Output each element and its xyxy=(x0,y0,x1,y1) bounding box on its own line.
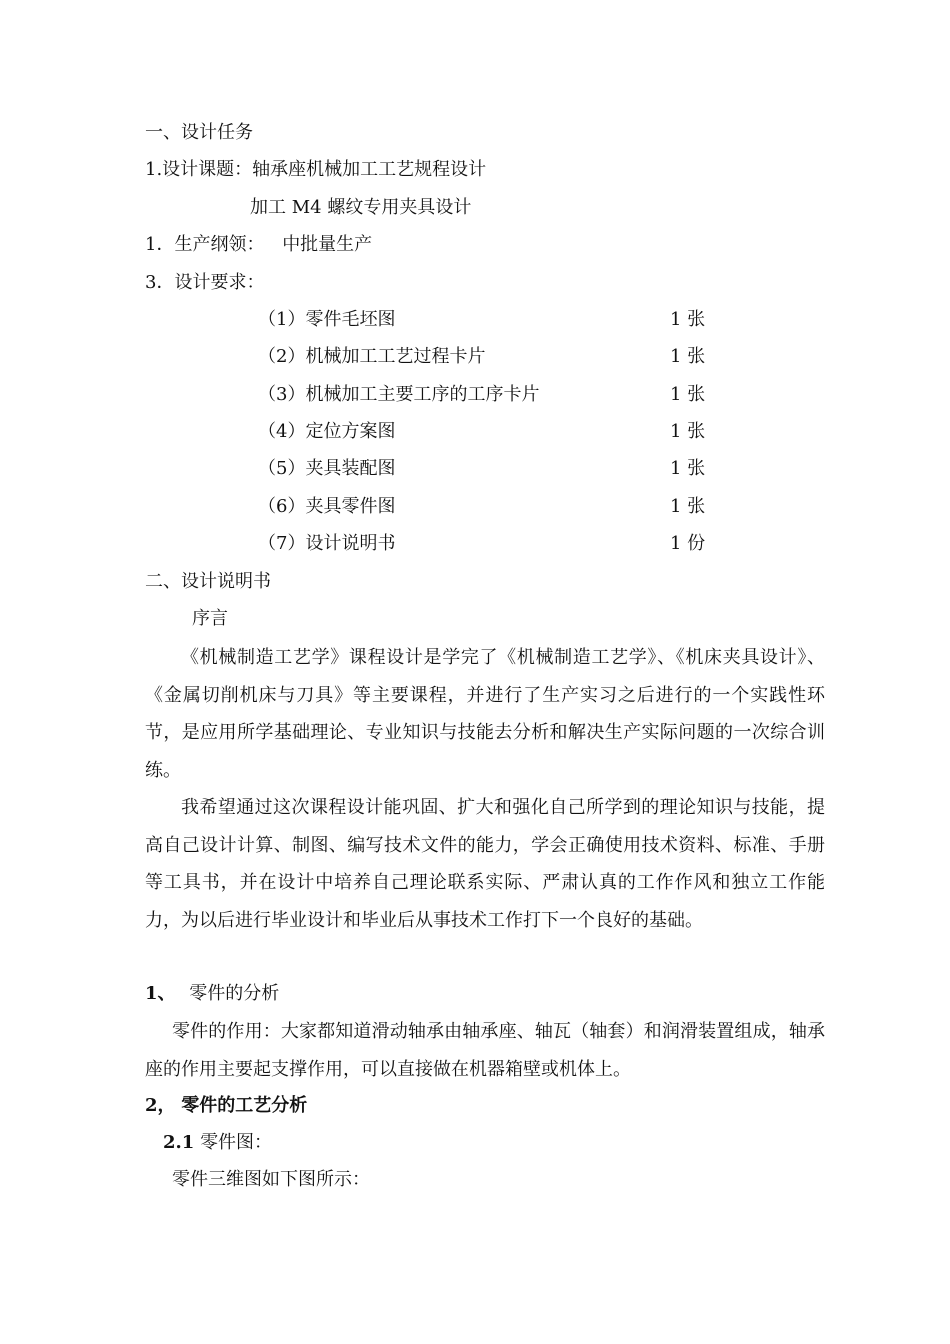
requirements-heading: 3．设计要求： xyxy=(145,272,265,293)
requirement-qty: 1 张 xyxy=(670,384,706,405)
requirement-qty: 1 张 xyxy=(670,458,706,479)
part2-1-text: 零件三维图如下图所示： xyxy=(172,1169,370,1190)
design-topic-sub: 加工 M4 螺纹专用夹具设计 xyxy=(250,197,472,218)
part2-number: 2， xyxy=(145,1095,176,1116)
requirement-label: （3）机械加工主要工序的工序卡片 xyxy=(258,384,540,405)
part1-heading xyxy=(145,982,279,1006)
section-heading-design-manual: 二、设计说明书 xyxy=(145,571,271,592)
part2-heading xyxy=(145,1094,307,1118)
requirement-label: （2）机械加工工艺过程卡片 xyxy=(258,346,486,367)
requirement-qty: 1 张 xyxy=(670,309,706,330)
preface-paragraph-1: 《机械制造工艺学》课程设计是学完了《机械制造工艺学》、《机床夹具设计》、《金属切削机床与刀具》等主要课程，并进行了生产实习之后进行的一个实践性环节，是应用所学基础理论、专业知识与技能去分析和解决生产实际问题的一次综合训练。 xyxy=(145,647,825,781)
production-program xyxy=(145,233,372,257)
requirement-label: （7）设计说明书 xyxy=(258,533,396,554)
requirement-qty: 1 张 xyxy=(670,496,706,517)
requirement-label: （1）零件毛坯图 xyxy=(258,309,396,330)
part2-1-heading xyxy=(163,1131,272,1155)
requirement-qty: 1 份 xyxy=(670,533,706,554)
design-topic: 1.设计课题：轴承座机械加工工艺规程设计 xyxy=(145,159,487,180)
production-value: 中批量生产 xyxy=(282,234,373,255)
requirement-label: （5）夹具装配图 xyxy=(258,458,396,479)
requirement-label: （6）夹具零件图 xyxy=(258,496,396,517)
production-label: 1．生产纲领： xyxy=(145,234,265,255)
preface-title: 序言 xyxy=(192,608,228,629)
part1-paragraph: 零件的作用：大家都知道滑动轴承由轴承座、轴瓦（轴套）和润滑装置组成，轴承座的作用主要起支撑作用，可以直接做在机器箱壁或机体上。 xyxy=(145,1021,825,1080)
section-heading-design-task: 一、设计任务 xyxy=(145,122,253,143)
requirement-qty: 1 张 xyxy=(670,421,706,442)
preface-paragraph-2: 我希望通过这次课程设计能巩固、扩大和强化自己所学到的理论知识与技能，提高自己设计计算、制图、编写技术文件的能力，学会正确使用技术资料、标准、手册等工具书，并在设计中培养自己理论联系实际、严肃认真的工作作风和独立工作能力，为以后进行毕业设计和毕业后从事技术工作打下一个良好的基础。 xyxy=(145,797,825,931)
part2-1-title: 零件图： xyxy=(200,1132,273,1153)
requirement-qty: 1 张 xyxy=(670,346,706,367)
part1-number: 1、 xyxy=(145,983,176,1004)
requirement-label: （4）定位方案图 xyxy=(258,421,396,442)
part1-title: 零件的分析 xyxy=(189,983,280,1004)
part2-title: 零件的工艺分析 xyxy=(181,1095,308,1116)
part2-1-number: 2.1 xyxy=(163,1132,195,1153)
